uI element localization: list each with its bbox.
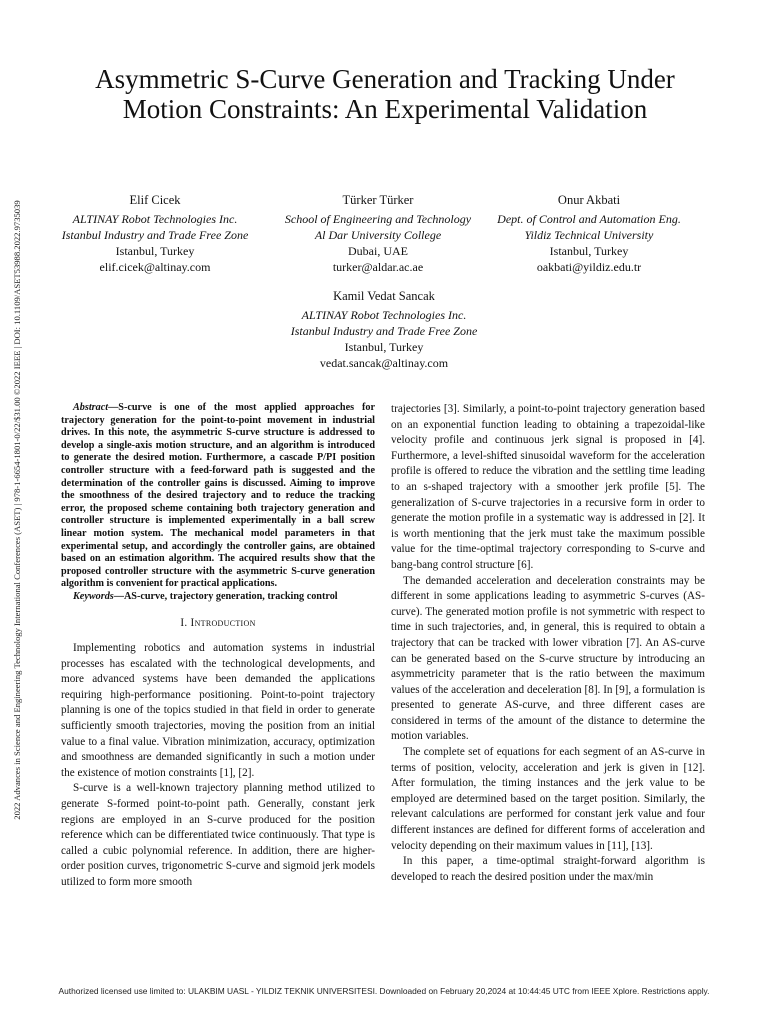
- body-paragraph: Implementing robotics and automation systems in industrial processes has escalated with the technological developments, and more advanced systems have been demanded the applications requiring high-performance positioning. Point-to-point trajectory planning is one of the topics studied in that field in order to generate sufficiently smooth trajectories, moving the position from an initial value to a final value. Vibration minimization, accuracy, optimization and smoothness are demanded significantly in such a motion under the existence of motion constraints [1], [2].: [61, 642, 375, 779]
- author-location: Istanbul, Turkey: [115, 244, 195, 258]
- author-block-2: [278, 192, 478, 275]
- body-paragraph: trajectories [3]. Similarly, a point-to-point trajectory generation based on an exponential function leading to obtaining a trapezoidal-like velocity profile and continuous jerk signal is proposed in [4]. Furthermore, a level-shifted sinusoidal waveform for the acceleration profile is offered to reduce the vibration and the settling time leading to an s-shaped trajectory with a smoother jerk profile [5]. The generalization of S-curve trajectories in a recursive form in order to generate the motion profile in a systematic way is addressed in [2]. It is worth mentioning that the jerk must take the maximum possible value for the time-optimal trajectory corresponding to S-curve and bang-bang control structure [6].: [391, 403, 705, 571]
- author-affiliation: Dept. of Control and Automation Eng.: [497, 212, 681, 226]
- body-paragraph: In this paper, a time-optimal straight-forward algorithm is developed to reach the desired position under the max/min: [391, 855, 705, 883]
- author-affiliation: School of Engineering and Technology: [284, 212, 472, 226]
- author-email: turker@aldar.ac.ae: [332, 260, 424, 274]
- author-email: oakbati@yildiz.edu.tr: [536, 260, 642, 274]
- author-block-3: [489, 192, 689, 275]
- body-paragraph: S-curve is a well-known trajectory planning method utilized to generate S-formed point-to-point path. Generally, constant jerk regions are employed in an S-curve produced for the position reference which can be differentiated twice continuously. That type is called a cubic polynomial reference. In addition, there are higher-order position curves, trigonometric S-curve and sigmoid jerk models utilized to form more smooth: [61, 782, 375, 888]
- author-affiliation: ALTINAY Robot Technologies Inc.: [301, 308, 467, 322]
- keywords-label: Keywords: [73, 590, 114, 602]
- license-footer: Authorized licensed use limited to: ULAKBIM UASL - YILDIZ TEKNIK UNIVERSITESI. Downloaded on February 20,2024 at 10:44:45 UTC from IEEE Xplore. Restrictions apply.: [58, 986, 710, 996]
- body-paragraph: The complete set of equations for each segment of an AS-curve in terms of position, velocity, acceleration and jerk is given in [12]. After formulation, the timing instances and the jerk value to be employed are determined based on the target position. Similarly, the relevant calculations are performed for constant jerk value and four different instances are defined for different forms of acceleration and velocity depending on their maximum values in [11], [13].: [391, 746, 705, 852]
- paper-title: Asymmetric S-Curve Generation and Tracking Under Motion Constraints: An Experimental Validation: [95, 64, 675, 124]
- section-heading: I. Introduction: [180, 616, 256, 629]
- author-affiliation: Istanbul Industry and Trade Free Zone: [290, 324, 478, 338]
- doi-sidebar: [10, 0, 24, 1024]
- abstract: [61, 402, 375, 591]
- author-affiliation: Al Dar University College: [314, 228, 442, 242]
- keywords-text: —AS-curve, trajectory generation, tracking control: [113, 590, 338, 602]
- author-email: elif.cicek@altinay.com: [99, 260, 211, 274]
- body-paragraph: The demanded acceleration and deceleration constraints may be different in some applications leading to asymmetric S-curves (AS-curve). The generated motion profile is not symmetric with respect to time in such trajectories, and, in general, this is required to obtain a trajectory that can be tracked with lower vibration [7]. An AS-curve can be generated based on the S-curve structure by introducing an asymmetricity parameter that is the ratio between the maximum values of the acceleration and deceleration [8]. In [9], a formulation is presented to generate AS-curve, and three different cases are considered in terms of the amount of the distance to determine the motion variables.: [391, 574, 705, 743]
- author-name: Kamil Vedat Sancak: [333, 289, 435, 303]
- left-column: [61, 402, 375, 891]
- author-name: Onur Akbati: [557, 193, 621, 207]
- abstract-text: —S-curve is one of the most applied approaches for trajectory generation for the point-to-point movement in industrial drives. In this note, the asymmetric S-curve structure is addressed to develop a single-axis motion structure, and an algorithm is introduced to generate the desired motion. Furthermore, a cascade P/PI position controller structure with a feed-forward path is suggested and the determination of the controller gains is discussed. Aiming to improve the smoothness of the desired trajectory and to reduce the tracking error, the proposed scheme containing both trajectory generation and controller structure is implemented experimentally in a ball screw linear motion system. The mechanical model parameters in that experimental setup, and accordingly the controller gains, are obtained based on an estimation algorithm. The acquired results show that the proposed controller structure with the asymmetric S-curve generation algorithm is convenient for practical applications.: [61, 402, 375, 590]
- author-location: Istanbul, Turkey: [549, 244, 629, 258]
- author-location: Dubai, UAE: [348, 244, 408, 258]
- author-name: Elif Cicek: [129, 193, 181, 207]
- author-name: Türker Türker: [342, 193, 414, 207]
- author-email: vedat.sancak@altinay.com: [319, 356, 449, 370]
- doi-sidebar-text: 2022 Advances in Science and Engineering Technology International Conferences (ASET) | 978-1-6654-1801-0/22/$31.00 ©2022 IEEE | DOI: 10.1109/ASET53988.2022.9735039: [12, 200, 22, 820]
- keywords: [61, 591, 375, 604]
- author-affiliation: ALTINAY Robot Technologies Inc.: [72, 212, 238, 226]
- author-affiliation: Yildiz Technical University: [524, 228, 654, 242]
- author-block-4: [284, 288, 484, 371]
- right-column: [391, 402, 705, 885]
- author-block-1: [55, 192, 255, 275]
- author-affiliation: Istanbul Industry and Trade Free Zone: [61, 228, 249, 242]
- abstract-label: Abstract: [73, 402, 109, 413]
- author-location: Istanbul, Turkey: [344, 340, 424, 354]
